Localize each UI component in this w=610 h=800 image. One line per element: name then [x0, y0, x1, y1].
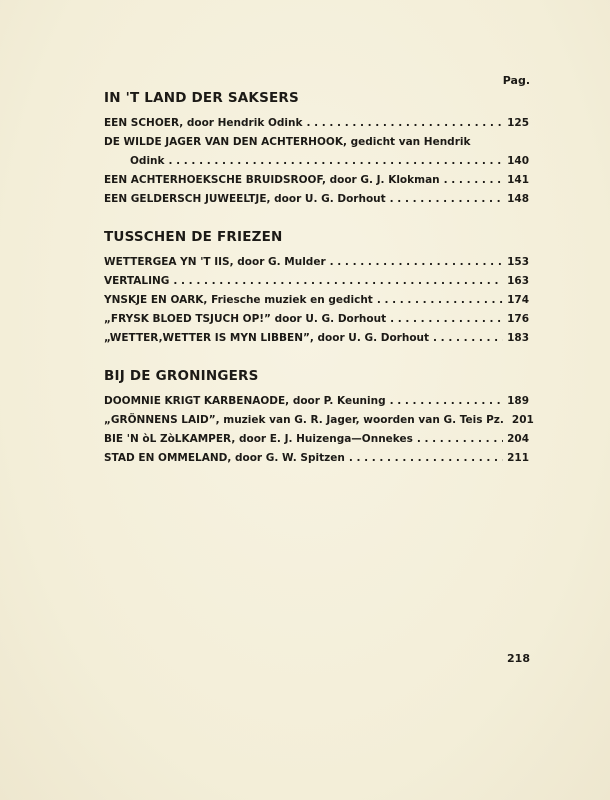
table-of-contents: [104, 88, 534, 486]
entry-page: 163: [507, 275, 529, 287]
page-column-header: Pag.: [502, 74, 530, 87]
entry-page: 204: [507, 433, 529, 445]
entry-page: 140: [507, 155, 529, 167]
leader-dots: [433, 329, 503, 348]
entry-title: STAD EN OMMELAND, door G. W. Spitzen: [104, 452, 345, 464]
section-saksers: [104, 88, 529, 209]
entry-title: „WETTER,WETTER IS MYN LIBBEN”, door U. G. Dorhout: [104, 332, 430, 344]
toc-entry: [104, 310, 529, 329]
entry-title: EEN GELDERSCH JUWEELTJE, door U. G. Dorhout: [104, 193, 386, 205]
section-title: TUSSCHEN DE FRIEZEN: [104, 229, 283, 245]
entry-page: 125: [507, 117, 529, 129]
entry-page: 201: [511, 414, 534, 426]
toc-entry: [104, 114, 529, 133]
entry-title-line2: Odink: [130, 155, 165, 167]
entry-title: EEN SCHOER, door Hendrik Odink: [104, 117, 303, 129]
entry-title: „FRYSK BLOED TSJUCH OP!” door U. G. Dorhout: [104, 313, 387, 325]
section-title: BIJ DE GRONINGERS: [104, 368, 259, 384]
entry-title: DOOMNIE KRIGT KARBENAODE, door P. Keuning: [104, 395, 386, 407]
leader-dots: [417, 430, 503, 449]
leader-dots: [349, 449, 503, 468]
toc-entry: [104, 272, 529, 291]
toc-entry: [104, 329, 529, 348]
page-number: 218: [507, 652, 530, 665]
entry-page: 174: [507, 294, 529, 306]
entry-title-line1: DE WILDE JAGER VAN DEN ACHTERHOOK, gedicht van Hendrik: [104, 136, 471, 148]
toc-entry: [104, 411, 534, 430]
section-title: IN 'T LAND DER SAKSERS: [104, 90, 299, 106]
leader-dots: [377, 291, 503, 310]
entry-page: 211: [507, 452, 529, 464]
entry-page: 141: [507, 174, 529, 186]
leader-dots: [444, 171, 503, 190]
entry-title: „GRÖNNENS LAID”, muziek van G. R. Jager, woorden van G. Teis Pz.: [104, 414, 504, 426]
leader-dots: [169, 152, 504, 171]
toc-entry: [104, 171, 529, 190]
section-friezen: [104, 227, 529, 348]
entry-page: 153: [507, 256, 529, 268]
leader-dots: [173, 272, 503, 291]
leader-dots: [306, 114, 503, 133]
toc-entry: [104, 449, 529, 468]
leader-dots: [390, 392, 503, 411]
entry-title: EEN ACHTERHOEKSCHE BRUIDSROOF, door G. J. Klokman: [104, 174, 440, 186]
section-groningers: [104, 366, 534, 468]
toc-entry: [104, 392, 529, 411]
toc-entry: [104, 430, 529, 449]
entry-page: 189: [507, 395, 529, 407]
toc-entry: [104, 291, 529, 310]
entry-page: 176: [507, 313, 529, 325]
entry-title: BIE 'N òL ZòLKAMPER, door E. J. Huizenga—Onnekes: [104, 433, 413, 445]
entry-title: WETTERGEA YN 'T IIS, door G. Mulder: [104, 256, 326, 268]
entry-title: VERTALING: [104, 275, 170, 287]
entry-page: 183: [507, 332, 529, 344]
entry-page: 148: [507, 193, 529, 205]
leader-dots: [390, 190, 503, 209]
leader-dots: [390, 310, 503, 329]
leader-dots: [330, 253, 503, 272]
toc-entry: [104, 152, 529, 171]
toc-entry: [104, 190, 529, 209]
toc-entry: [104, 253, 529, 272]
entry-title: YNSKJE EN OARK, Friesche muziek en gedicht: [104, 294, 373, 306]
